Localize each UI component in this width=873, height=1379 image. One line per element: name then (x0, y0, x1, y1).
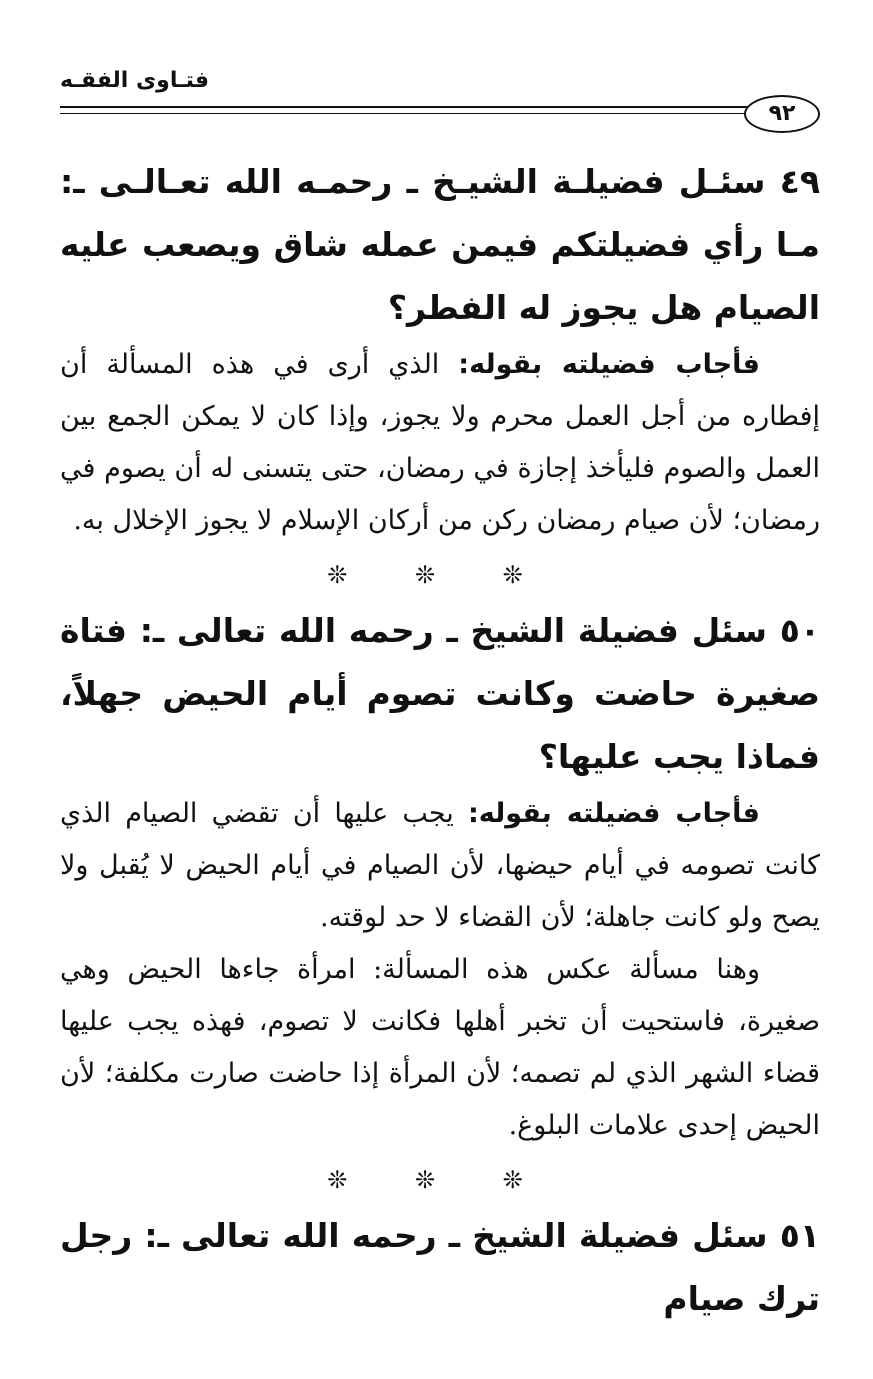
header-rule (60, 106, 760, 108)
section-separator: ❊ ❊ ❊ (327, 1166, 553, 1194)
running-title: فتـاوى الفقـه (60, 68, 209, 93)
answer-50 (60, 788, 820, 944)
question-51: ٥١ سئل فضيلة الشيخ ـ رحمه الله تعالى ـ: رجل ترك صيام (60, 1216, 820, 1318)
answer-text: الذي أرى في هذه المسألة أن إفطاره من أجل العمل محرم ولا يجوز، وإذا كان لا يمكن الجمع بين العمل والصوم فليأخذ إجازة في رمضان، حتى يتسنى له أن يصوم في رمضان؛ لأن صيام رمضان ركن من أركان الإسلام لا يجوز الإخلال به. (60, 349, 820, 536)
question-49: ٤٩ سئـل فضيلـة الشيـخ ـ رحمـه الله تعـالـى ـ: مـا رأي فضيلتكم فيمن عمله شاق ويصعب عليه الصيام هل يجوز له الفطر؟ (60, 162, 820, 327)
answer-lead: فأجاب فضيلته بقوله: (458, 349, 760, 380)
answer-text: يجب عليها أن تقضي الصيام الذي كانت تصومه في أيام حيضها، لأن الصيام في أيام الحيض لا يُقبل ولا يصح ولو كانت جاهلة؛ لأن القضاء لا حد لوقته. (60, 798, 820, 933)
section-separator: ❊ ❊ ❊ (327, 561, 553, 589)
page-number: ٩٢ (744, 95, 820, 133)
answer-50-paragraph-2: وهنا مسألة عكس هذه المسألة: امرأة جاءها الحيض وهي صغيرة، فاستحيت أن تخبر أهلها فكانت لا تصوم، فهذه يجب عليها قضاء الشهر الذي لم تصمه؛ لأن المرأة إذا حاضت صارت مكلفة؛ لأن الحيض إحدى علامات البلوغ. (60, 954, 820, 1141)
answer-lead: فأجاب فضيلته بقوله: (467, 798, 760, 829)
question-50: ٥٠ سئل فضيلة الشيخ ـ رحمه الله تعالى ـ: فتاة صغيرة حاضت وكانت تصوم أيام الحيض جهلاً، فماذا يجب عليها؟ (60, 611, 820, 776)
header-rule-thin (60, 113, 760, 114)
answer-49 (60, 339, 820, 547)
page-header (60, 58, 820, 128)
page-body (60, 150, 820, 1330)
